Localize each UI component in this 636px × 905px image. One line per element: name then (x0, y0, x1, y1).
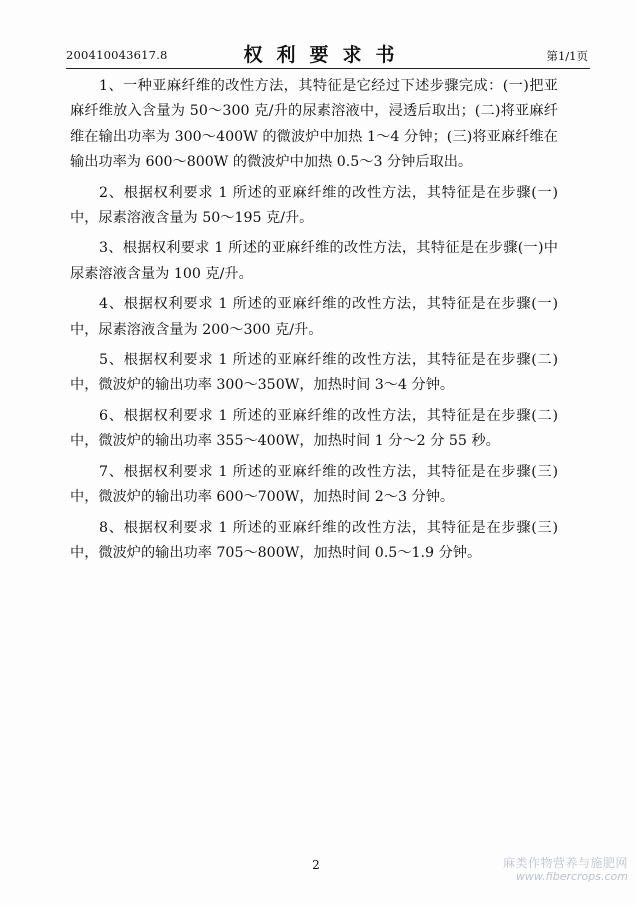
document-title: 权利要求书 (243, 44, 409, 66)
claim-3: 3、根据权利要求 1 所述的亚麻纤维的改性方法，其特征是在步骤(一)中尿素溶液含量为 100 克/升。 (70, 240, 558, 282)
claim-8: 8、根据权利要求 1 所述的亚麻纤维的改性方法，其特征是在步骤(三)中，微波炉的输出功率 705～800W，加热时间 0.5～1.9 分钟。 (70, 519, 558, 561)
watermark (503, 857, 628, 883)
application-number: 200410043617.8 (66, 48, 168, 62)
header-divider (66, 68, 590, 69)
claim-6: 6、根据权利要求 1 所述的亚麻纤维的改性方法，其特征是在步骤(二)中，微波炉的输出功率 355～400W，加热时间 1 分～2 分 55 秒。 (70, 407, 558, 450)
claims-list (70, 74, 558, 571)
watermark-url: www.fibercrops.com (515, 870, 628, 883)
claim-5: 5、根据权利要求 1 所述的亚麻纤维的改性方法，其特征是在步骤(二)中，微波炉的输出功率 300～350W，加热时间 3～4 分钟。 (70, 352, 558, 394)
document-header (66, 40, 588, 68)
claim-4: 4、根据权利要求 1 所述的亚麻纤维的改性方法，其特征是在步骤(一)中，尿素溶液含量为 200～300 克/升。 (70, 296, 558, 338)
watermark-site-name: 麻类作物营养与施肥网 (502, 856, 628, 870)
claim-2: 2、根据权利要求 1 所述的亚麻纤维的改性方法，其特征是在步骤(一)中，尿素溶液含量为 50～195 克/升。 (70, 184, 558, 227)
page-number: 2 (312, 858, 320, 872)
claim-1: 1、一种亚麻纤维的改性方法，其特征是它经过下述步骤完成：(一)把亚麻纤维放入含量为 50～300 克/升的尿素溶液中，浸透后取出；(二)将亚麻纤维在输出功率为 300～400W 的微波炉中加热 1～4 分钟；(三)将亚麻纤维在输出功率为 600～800W 的微波炉中加热 0.5～3 分钟后取出。 (70, 78, 558, 171)
claim-7: 7、根据权利要求 1 所述的亚麻纤维的改性方法，其特征是在步骤(三)中，微波炉的输出功率 600～700W，加热时间 2～3 分钟。 (70, 463, 558, 506)
page-indicator: 第1/1页 (546, 49, 588, 63)
